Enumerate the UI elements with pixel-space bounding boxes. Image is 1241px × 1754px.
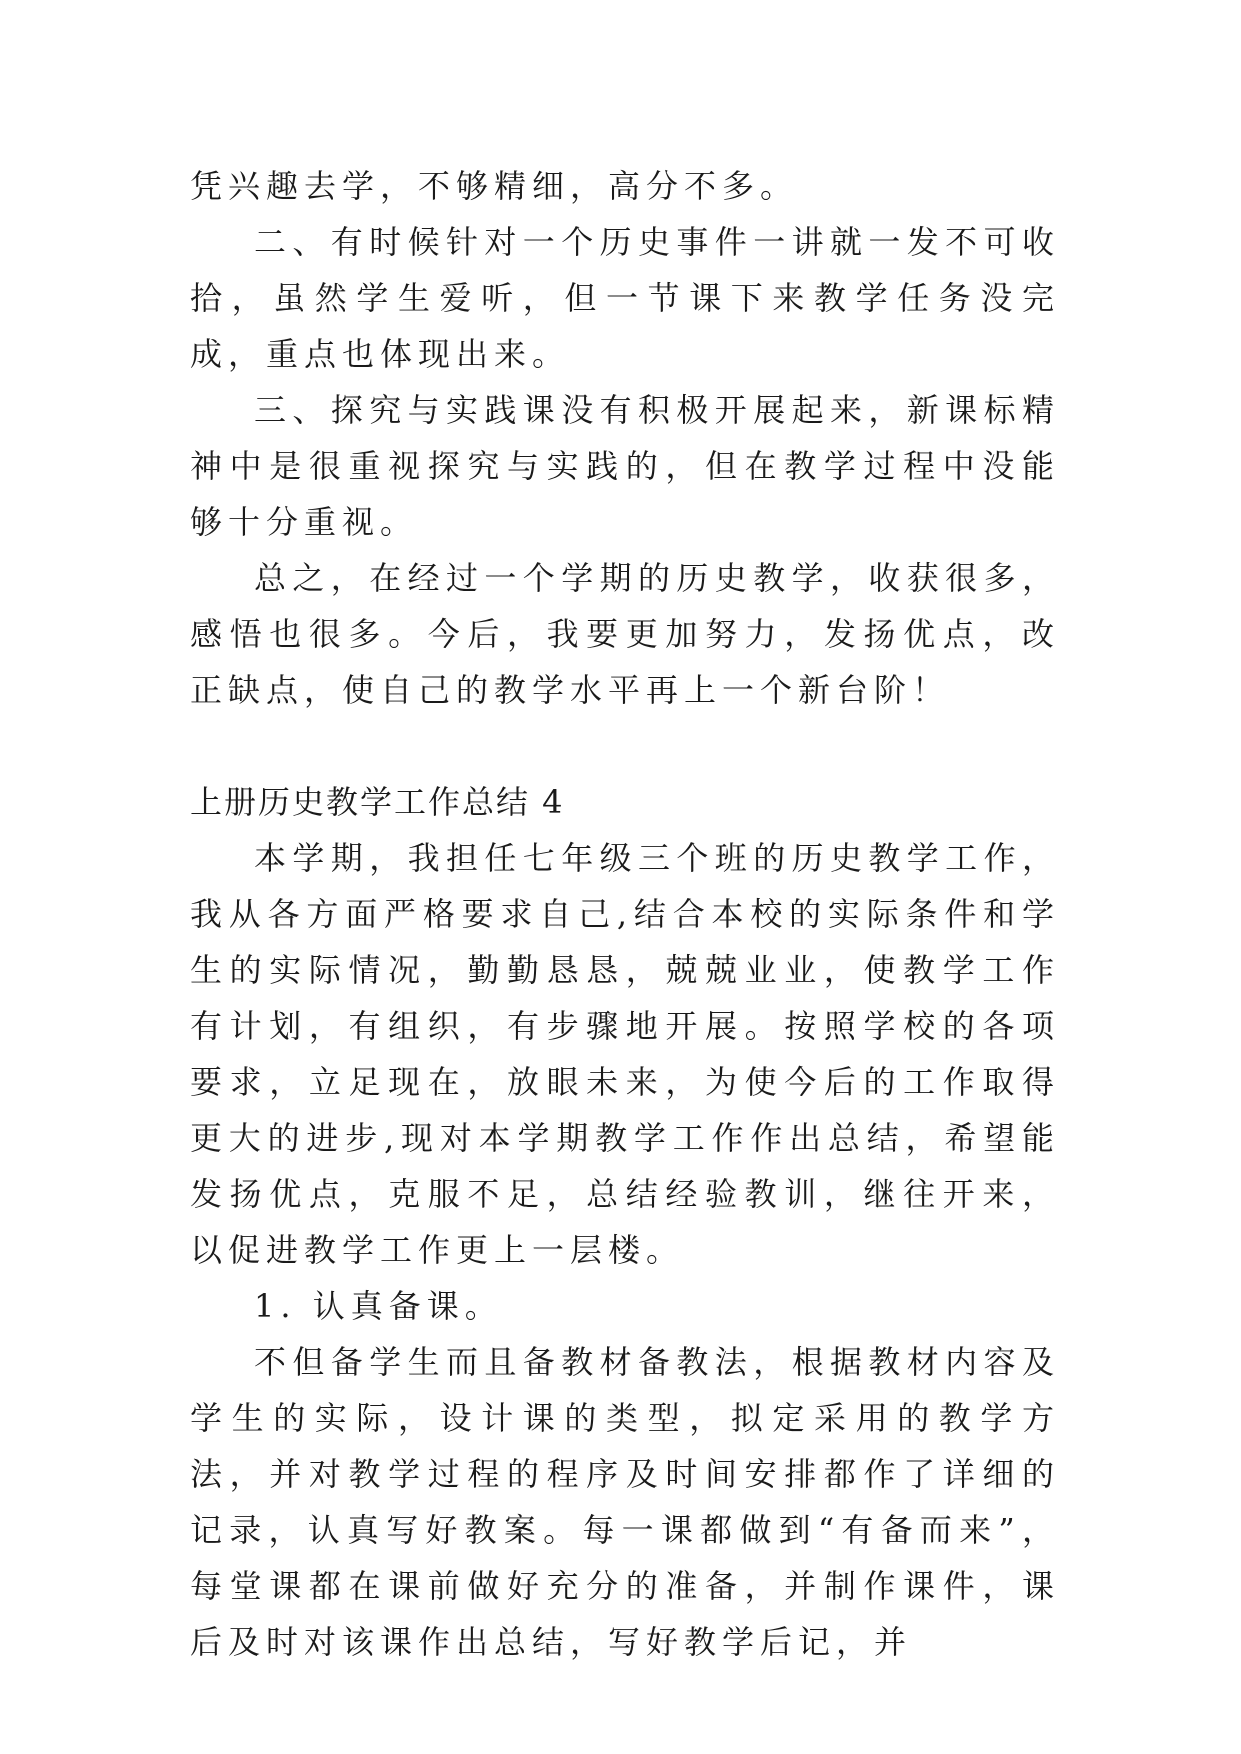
section-title: 上册历史教学工作总结 4	[190, 783, 565, 821]
paragraph-1: 凭兴趣去学，不够精细，高分不多。	[190, 167, 799, 205]
document-body	[190, 158, 1060, 1670]
paragraph-2: 二、有时候针对一个历史事件一讲就一发不可收拾，虽然学生爱听，但一节课下来教学任务没完成，重点也体现出来。	[190, 223, 1060, 373]
paragraph-3: 三、探究与实践课没有积极开展起来，新课标精神中是很重视探究与实践的，但在教学过程中没能够十分重视。	[190, 391, 1060, 541]
paragraph-6: 1. 认真备课。	[254, 1287, 503, 1325]
paragraph-4: 总之，在经过一个学期的历史教学，收获很多，感悟也很多。今后，我要更加努力，发扬优点，改正缺点，使自己的教学水平再上一个新台阶！	[190, 559, 1060, 709]
section-spacer	[190, 718, 1060, 774]
paragraph-7: 不但备学生而且备教材备教法，根据教材内容及学生的实际，设计课的类型，拟定采用的教学方法，并对教学过程的程序及时间安排都作了详细的记录，认真写好教案。每一课都做到“有备而来”，每堂课都在课前做好充分的准备，并制作课件，课后及时对该课作出总结，写好教学后记，并	[190, 1343, 1060, 1661]
paragraph-5: 本学期，我担任七年级三个班的历史教学工作，我从各方面严格要求自己,结合本校的实际条件和学生的实际情况，勤勤恳恳，兢兢业业，使教学工作有计划，有组织，有步骤地开展。按照学校的各项要求，立足现在，放眼未来，为使今后的工作取得更大的进步,现对本学期教学工作作出总结，希望能发扬优点，克服不足，总结经验教训，继往开来，以促进教学工作更上一层楼。	[190, 839, 1060, 1269]
